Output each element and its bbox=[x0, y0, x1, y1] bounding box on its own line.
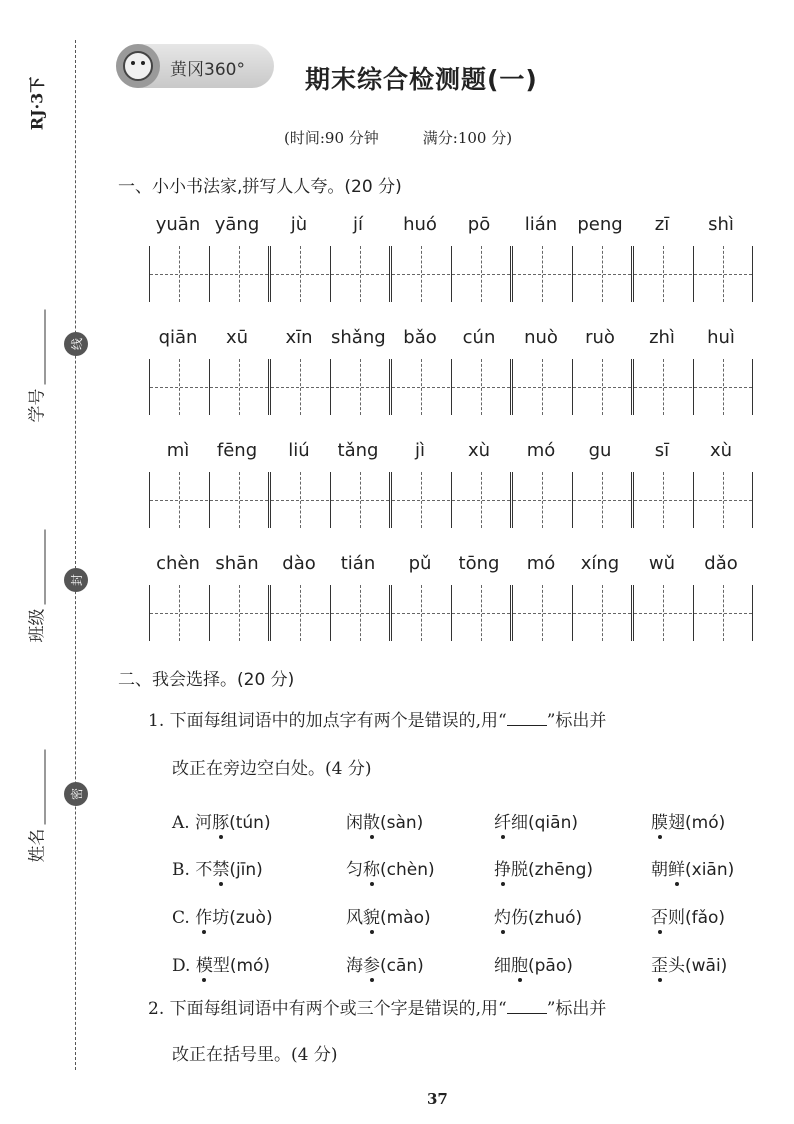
option-word: A. 河豚(tún) bbox=[172, 813, 271, 833]
writing-grid[interactable] bbox=[149, 472, 269, 528]
tian-zi-cell[interactable] bbox=[271, 585, 329, 641]
pinyin-syllable: mó bbox=[526, 440, 556, 461]
brand-badge bbox=[116, 44, 274, 88]
pinyin-syllable: jù bbox=[290, 214, 308, 235]
option-word: 纤细(qiān) bbox=[494, 813, 578, 833]
pinyin-syllable: peng bbox=[577, 214, 623, 235]
exam-info bbox=[284, 127, 512, 148]
pinyin-syllable: pō bbox=[467, 214, 491, 235]
q2-text-a: 2. 下面每组词语中有两个或三个字是错误的,用“ bbox=[148, 999, 507, 1019]
pinyin-syllable: sī bbox=[654, 440, 670, 461]
tian-zi-cell[interactable] bbox=[209, 585, 268, 641]
brand-text: 黄冈360° bbox=[170, 60, 245, 80]
pinyin-syllable: xù bbox=[709, 440, 733, 461]
option-word: 风貌(mào) bbox=[346, 908, 431, 928]
pinyin-syllable: huó bbox=[403, 214, 437, 235]
tian-zi-cell[interactable] bbox=[693, 585, 752, 641]
option-word: 挣脱(zhēng) bbox=[494, 860, 593, 880]
pinyin-syllable: yuān bbox=[155, 214, 201, 235]
tian-zi-cell[interactable] bbox=[513, 359, 571, 415]
option-word: 否则(fǎo) bbox=[651, 908, 726, 928]
student-id-field bbox=[23, 283, 48, 423]
tian-zi-cell[interactable] bbox=[271, 359, 329, 415]
tian-zi-cell[interactable] bbox=[513, 246, 571, 302]
tian-zi-cell[interactable] bbox=[271, 472, 329, 528]
tian-zi-cell[interactable] bbox=[330, 246, 389, 302]
tian-zi-cell[interactable] bbox=[392, 246, 450, 302]
pinyin-syllable: shān bbox=[215, 553, 259, 574]
pinyin-syllable: cún bbox=[462, 327, 496, 348]
tian-zi-cell[interactable] bbox=[209, 359, 268, 415]
binding-dashed-line bbox=[75, 40, 76, 1070]
pinyin-syllable: jì bbox=[414, 440, 425, 461]
pinyin-syllable: gu bbox=[588, 440, 612, 461]
tian-zi-cell[interactable] bbox=[572, 585, 631, 641]
pinyin-syllable: xù bbox=[467, 440, 491, 461]
time-limit: (时间:90 分钟 bbox=[284, 129, 379, 147]
class-field bbox=[23, 503, 48, 643]
tian-zi-cell[interactable] bbox=[634, 585, 692, 641]
name-field bbox=[23, 723, 48, 863]
tian-zi-cell[interactable] bbox=[150, 246, 208, 302]
student-id-label: 学号 bbox=[27, 388, 48, 423]
pinyin-syllable: tǎng bbox=[337, 440, 379, 461]
question-1-line2: 改正在旁边空白处。(4 分) bbox=[172, 759, 372, 779]
section1-title: 一、小小书法家,拼写人人夸。(20 分) bbox=[118, 177, 402, 197]
writing-grid[interactable] bbox=[633, 585, 753, 641]
pinyin-syllable: zī bbox=[654, 214, 670, 235]
q1-text-a: 1. 下面每组词语中的加点字有两个是错误的,用“ bbox=[148, 711, 507, 731]
class-blank[interactable] bbox=[30, 530, 45, 605]
option-word: D. 模型(mó) bbox=[172, 956, 271, 976]
writing-grid[interactable] bbox=[391, 246, 511, 302]
pinyin-syllable: mó bbox=[526, 553, 556, 574]
pinyin-row bbox=[149, 553, 749, 653]
tian-zi-cell[interactable] bbox=[392, 359, 450, 415]
pinyin-syllable: huì bbox=[707, 327, 735, 348]
writing-grid[interactable] bbox=[633, 246, 753, 302]
tian-zi-cell[interactable] bbox=[150, 472, 208, 528]
tian-zi-cell[interactable] bbox=[392, 585, 450, 641]
page-title: 期末综合检测题(一) bbox=[305, 65, 538, 94]
pinyin-syllable: pǔ bbox=[408, 553, 432, 574]
tian-zi-cell[interactable] bbox=[150, 585, 208, 641]
tian-zi-cell[interactable] bbox=[693, 472, 752, 528]
writing-grid[interactable] bbox=[270, 359, 390, 415]
q1-underline-sample bbox=[507, 725, 547, 726]
pinyin-syllable: chèn bbox=[156, 553, 200, 574]
tian-zi-cell[interactable] bbox=[634, 472, 692, 528]
pinyin-syllable: mì bbox=[166, 440, 190, 461]
tian-zi-cell[interactable] bbox=[572, 246, 631, 302]
writing-grid[interactable] bbox=[633, 359, 753, 415]
option-word: 膜翅(mó) bbox=[651, 813, 726, 833]
tian-zi-cell[interactable] bbox=[451, 246, 510, 302]
writing-grid[interactable] bbox=[391, 585, 511, 641]
writing-grid[interactable] bbox=[270, 472, 390, 528]
student-id-blank[interactable] bbox=[30, 310, 45, 385]
tian-zi-cell[interactable] bbox=[330, 472, 389, 528]
tian-zi-cell[interactable] bbox=[451, 472, 510, 528]
seal-seal: 封 bbox=[64, 568, 88, 592]
pinyin-syllable: qiān bbox=[158, 327, 198, 348]
tian-zi-cell[interactable] bbox=[513, 472, 571, 528]
question-2-line1 bbox=[148, 1001, 606, 1018]
tian-zi-cell[interactable] bbox=[209, 472, 268, 528]
tian-zi-cell[interactable] bbox=[572, 472, 631, 528]
pinyin-syllable: ruò bbox=[585, 327, 615, 348]
writing-grid[interactable] bbox=[391, 359, 511, 415]
tian-zi-cell[interactable] bbox=[330, 585, 389, 641]
pinyin-syllable: dào bbox=[282, 553, 316, 574]
tian-zi-cell[interactable] bbox=[392, 472, 450, 528]
q2-text-b: ”标出并 bbox=[546, 999, 607, 1019]
name-label: 姓名 bbox=[27, 828, 48, 863]
pinyin-syllable: jí bbox=[352, 214, 363, 235]
option-word: 歪头(wāi) bbox=[651, 956, 728, 976]
tian-zi-cell[interactable] bbox=[572, 359, 631, 415]
option-word: 细胞(pāo) bbox=[494, 956, 573, 976]
pinyin-row bbox=[149, 214, 749, 314]
question-2-line2: 改正在括号里。(4 分) bbox=[172, 1045, 338, 1065]
pinyin-syllable: liú bbox=[288, 440, 310, 461]
writing-grid[interactable] bbox=[149, 359, 269, 415]
seal-line: 线 bbox=[64, 332, 88, 356]
tian-zi-cell[interactable] bbox=[513, 585, 571, 641]
pinyin-syllable: tián bbox=[340, 553, 376, 574]
tian-zi-cell[interactable] bbox=[693, 246, 752, 302]
tian-zi-cell[interactable] bbox=[330, 359, 389, 415]
writing-grid[interactable] bbox=[270, 246, 390, 302]
pinyin-syllable: shì bbox=[708, 214, 734, 235]
writing-grid[interactable] bbox=[149, 585, 269, 641]
writing-grid[interactable] bbox=[391, 472, 511, 528]
pinyin-syllable: xū bbox=[225, 327, 249, 348]
mascot-icon bbox=[116, 44, 160, 88]
pinyin-syllable: tōng bbox=[458, 553, 500, 574]
tian-zi-cell[interactable] bbox=[451, 585, 510, 641]
pinyin-syllable: fēng bbox=[216, 440, 258, 461]
option-word: 匀称(chèn) bbox=[346, 860, 435, 880]
option-word: C. 作坊(zuò) bbox=[172, 908, 273, 928]
pinyin-row bbox=[149, 327, 749, 427]
name-blank[interactable] bbox=[30, 750, 45, 825]
class-label: 班级 bbox=[27, 608, 48, 643]
pinyin-syllable: yāng bbox=[214, 214, 260, 235]
tian-zi-cell[interactable] bbox=[634, 246, 692, 302]
question-1-line1 bbox=[148, 713, 606, 730]
writing-grid[interactable] bbox=[512, 246, 632, 302]
tian-zi-cell[interactable] bbox=[634, 359, 692, 415]
option-word: 朝鲜(xiān) bbox=[651, 860, 735, 880]
option-word: 闲散(sàn) bbox=[346, 813, 424, 833]
option-word: B. 不禁(jīn) bbox=[172, 860, 263, 880]
pinyin-syllable: zhì bbox=[649, 327, 675, 348]
writing-grid[interactable] bbox=[633, 472, 753, 528]
seal-secret: 密 bbox=[64, 782, 88, 806]
writing-grid[interactable] bbox=[149, 246, 269, 302]
pinyin-row bbox=[149, 440, 749, 540]
q2-underline-sample bbox=[507, 1013, 547, 1014]
writing-grid[interactable] bbox=[512, 359, 632, 415]
section2-title: 二、我会选择。(20 分) bbox=[118, 670, 295, 690]
tian-zi-cell[interactable] bbox=[693, 359, 752, 415]
pinyin-syllable: bǎo bbox=[403, 327, 437, 348]
tian-zi-cell[interactable] bbox=[209, 246, 268, 302]
pinyin-syllable: nuò bbox=[524, 327, 558, 348]
q1-text-b: ”标出并 bbox=[546, 711, 607, 731]
pinyin-syllable: xīn bbox=[285, 327, 313, 348]
pinyin-syllable: lián bbox=[524, 214, 558, 235]
pinyin-syllable: dǎo bbox=[704, 553, 738, 574]
option-word: 海参(cān) bbox=[346, 956, 424, 976]
writing-grid[interactable] bbox=[512, 585, 632, 641]
tian-zi-cell[interactable] bbox=[451, 359, 510, 415]
tian-zi-cell[interactable] bbox=[271, 246, 329, 302]
tian-zi-cell[interactable] bbox=[150, 359, 208, 415]
full-score: 满分:100 分) bbox=[422, 129, 513, 147]
option-word: 灼伤(zhuó) bbox=[494, 908, 583, 928]
pinyin-syllable: xíng bbox=[580, 553, 620, 574]
edition-label: RJ·3下 bbox=[27, 76, 47, 131]
writing-grid[interactable] bbox=[270, 585, 390, 641]
pinyin-syllable: shǎng bbox=[331, 327, 386, 348]
page-number: 37 bbox=[427, 1090, 448, 1108]
writing-grid[interactable] bbox=[512, 472, 632, 528]
pinyin-syllable: wǔ bbox=[648, 553, 676, 574]
